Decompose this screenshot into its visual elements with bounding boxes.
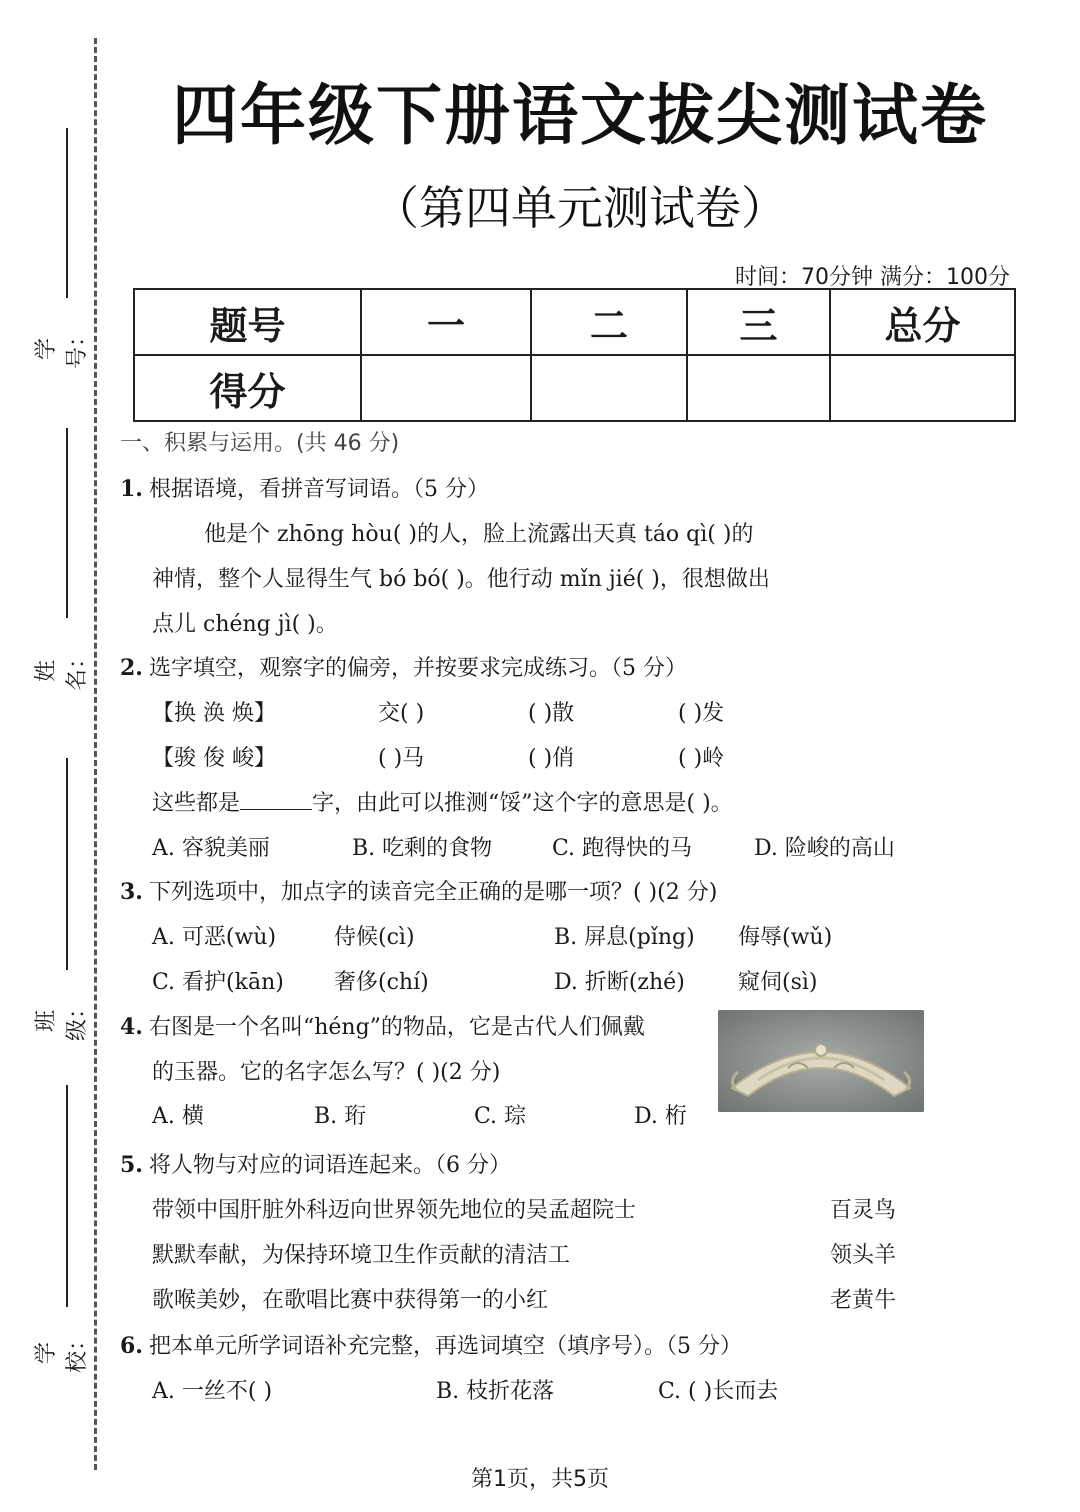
section-1-title: 一、积累与运用。(共 46 分) xyxy=(120,431,400,456)
page-title: 四年级下册语文拔尖测试卷 xyxy=(172,77,988,154)
question-2-group-2-item-2: ( )俏 xyxy=(528,746,575,771)
question-5-right-3: 老黄牛 xyxy=(830,1288,897,1313)
question-4-options xyxy=(152,1099,687,1130)
binding-dashed-line xyxy=(94,38,97,1470)
score-table-score-row xyxy=(134,355,1015,421)
question-2-group-2-item-3: ( )岭 xyxy=(678,746,725,771)
question-3-row-1 xyxy=(152,920,832,951)
question-4-number: 4. xyxy=(120,1014,143,1040)
score-table-col-total: 总分 xyxy=(830,289,1015,355)
question-1-number: 1. xyxy=(120,476,143,502)
question-6-option-a: A. 一丝不( ) xyxy=(152,1379,273,1404)
question-2-inference-line xyxy=(152,786,733,817)
question-4-option-d: D. 桁 xyxy=(634,1104,687,1129)
question-2-group-1-chars: 【换 涣 焕】 xyxy=(152,701,276,726)
question-1-stem: 根据语境，看拼音写词语。（5 分） xyxy=(148,477,489,502)
question-5-left-1: 带领中国肝脏外科迈向世界领先地位的吴孟超院士 xyxy=(152,1198,637,1223)
question-6-option-b: B. 枝折花落 xyxy=(436,1379,555,1404)
question-2 xyxy=(120,651,687,682)
question-2-number: 2. xyxy=(120,655,143,681)
question-4-option-b: B. 珩 xyxy=(314,1104,367,1129)
question-2-option-d: D. 险峻的高山 xyxy=(754,836,895,861)
class-rule xyxy=(66,758,68,970)
question-1-line-2: 神情，整个人显得生气 bó bó( )。他行动 mǐn jié( )，很想做出 xyxy=(152,567,770,592)
question-4-stem: 右图是一个名叫“héng”的物品，它是古代人们佩戴 xyxy=(148,1015,645,1040)
question-3 xyxy=(120,875,717,906)
question-6 xyxy=(120,1329,742,1360)
time-score-info: 时间：70分钟 满分：100分 xyxy=(735,265,1010,290)
question-2-group-1 xyxy=(152,696,724,727)
question-5-right-1: 百灵鸟 xyxy=(830,1198,897,1223)
score-cell-total[interactable] xyxy=(830,355,1015,421)
question-3-option-b2: 侮辱(wǔ) xyxy=(738,925,833,950)
question-6-stem: 把本单元所学词语补充完整，再选词填空（填序号）。（5 分） xyxy=(148,1334,742,1359)
question-2-option-a: A. 容貌美丽 xyxy=(152,836,270,861)
question-2-stem: 选字填空，观察字的偏旁，并按要求完成练习。（5 分） xyxy=(148,656,687,681)
question-2-inference-post: 字，由此可以推测“馁”这个字的意思是( )。 xyxy=(312,791,733,816)
question-5-left-3: 歌喉美妙，在歌唱比赛中获得第一的小红 xyxy=(152,1288,549,1313)
question-3-number: 3. xyxy=(120,879,143,905)
question-1-line-1: 他是个 zhōng hòu( )的人，脸上流露出天真 táo qì( )的 xyxy=(204,522,754,547)
question-2-options xyxy=(152,831,895,862)
school-label: 学校： xyxy=(34,1328,90,1373)
student-no-rule xyxy=(66,128,68,298)
score-table-label-score: 得分 xyxy=(134,355,361,421)
question-5 xyxy=(120,1148,511,1179)
question-2-group-1-item-3: ( )发 xyxy=(678,701,725,726)
question-3-option-c2: 奢侈(chí) xyxy=(334,970,429,995)
question-2-group-2 xyxy=(152,741,724,772)
class-label: 班级： xyxy=(34,996,90,1041)
question-5-stem: 将人物与对应的词语连起来。（6 分） xyxy=(148,1153,511,1178)
score-table-col-3: 三 xyxy=(687,289,830,355)
question-1 xyxy=(120,472,489,503)
question-2-group-2-chars: 【骏 俊 峻】 xyxy=(152,746,276,771)
question-3-option-a1: A. 可恶(wù) xyxy=(152,925,277,950)
score-table-header-row xyxy=(134,289,1015,355)
question-3-option-a2: 侍候(cì) xyxy=(334,925,415,950)
name-label: 姓名： xyxy=(34,646,90,691)
score-table-col-2: 二 xyxy=(531,289,687,355)
question-3-row-2 xyxy=(152,965,818,996)
question-2-group-1-item-2: ( )散 xyxy=(528,701,575,726)
school-rule xyxy=(66,1085,68,1307)
jade-pendant-image xyxy=(718,1010,924,1112)
question-4-option-c: C. 琮 xyxy=(474,1104,527,1129)
student-no-label: 学号： xyxy=(34,324,90,369)
question-6-options xyxy=(152,1374,778,1405)
question-6-option-c: C. ( )长而去 xyxy=(658,1379,779,1404)
question-2-group-1-item-1: 交( ) xyxy=(378,701,425,726)
question-1-line-3: 点儿 chéng jì( )。 xyxy=(152,612,338,637)
score-table-label-question: 题号 xyxy=(134,289,361,355)
question-3-option-b1: B. 屏息(pǐng) xyxy=(554,925,695,950)
name-rule xyxy=(66,428,68,618)
question-6-number: 6. xyxy=(120,1333,143,1359)
score-table-col-1: 一 xyxy=(361,289,531,355)
question-2-inference-pre: 这些都是 xyxy=(152,791,241,816)
question-2-option-b: B. 吃剩的食物 xyxy=(352,836,493,861)
score-cell-2[interactable] xyxy=(531,355,687,421)
score-cell-3[interactable] xyxy=(687,355,830,421)
question-2-option-c: C. 跑得快的马 xyxy=(552,836,693,861)
question-4-option-a: A. 横 xyxy=(152,1104,204,1129)
question-5-right-2: 领头羊 xyxy=(830,1243,897,1268)
question-3-option-c1: C. 看护(kān) xyxy=(152,970,284,995)
question-3-option-d2: 窥伺(sì) xyxy=(738,970,818,995)
score-table xyxy=(133,288,1016,422)
page-footer: 第1页，共5页 xyxy=(471,1467,609,1492)
score-cell-1[interactable] xyxy=(361,355,531,421)
page-subtitle: （第四单元测试卷） xyxy=(373,181,787,235)
question-4 xyxy=(120,1010,645,1041)
question-5-number: 5. xyxy=(120,1152,143,1178)
question-2-blank[interactable] xyxy=(240,791,312,810)
question-3-stem: 下列选项中，加点字的读音完全正确的是哪一项？( )(2 分) xyxy=(148,880,718,905)
question-2-group-2-item-1: ( )马 xyxy=(378,746,425,771)
question-3-option-d1: D. 折断(zhé) xyxy=(554,970,685,995)
question-5-left-2: 默默奉献，为保持环境卫生作贡献的清洁工 xyxy=(152,1243,571,1268)
question-4-line-2: 的玉器。它的名字怎么写？( )(2 分) xyxy=(152,1060,501,1085)
